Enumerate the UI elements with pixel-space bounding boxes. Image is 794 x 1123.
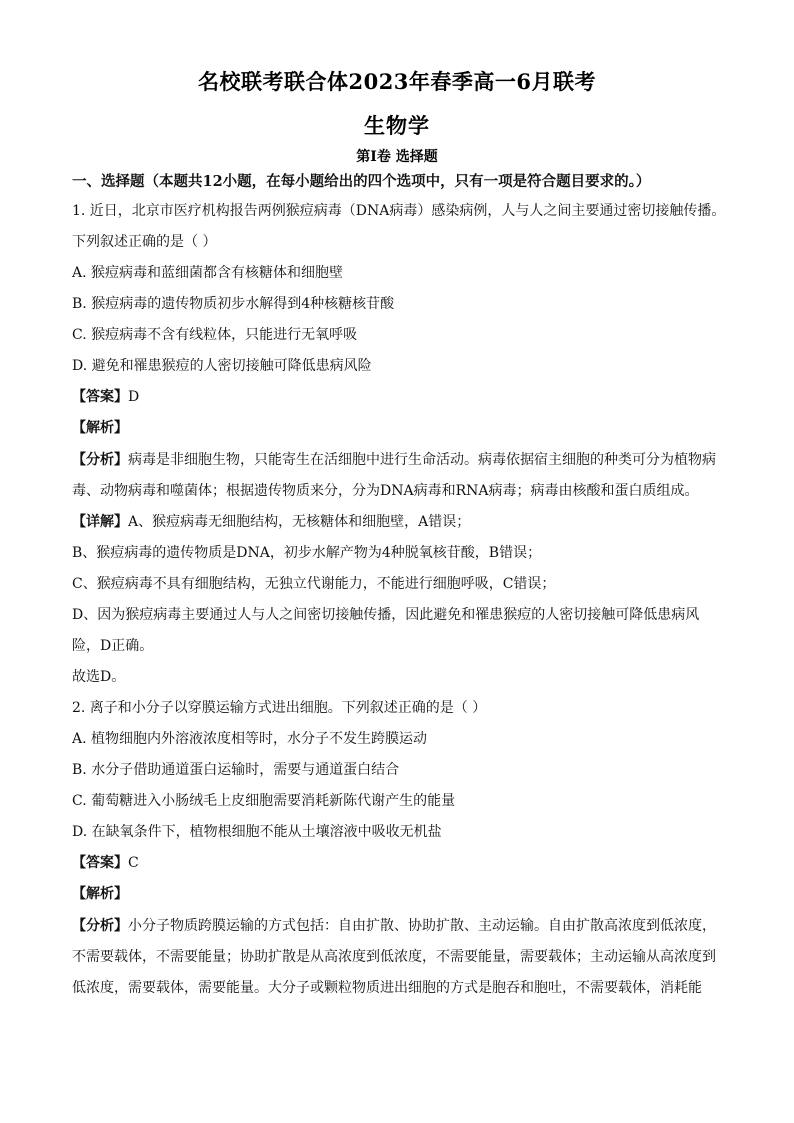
- q1-fenxi-line-2: 毒、动物病毒和噬菌体；根据遗传物质来分，分为DNA病毒和RNA病毒；病毒由核酸和蛋白质组成。: [72, 483, 699, 499]
- q2-answer: [72, 853, 732, 873]
- answer-tag: 【答案】: [72, 389, 128, 405]
- q1-analysis-tag: [72, 418, 732, 438]
- answer-value: D: [128, 389, 140, 405]
- q1-xiangjie-d-2: 险，D正确。: [72, 638, 154, 654]
- answer-tag: 【答案】: [72, 855, 128, 871]
- xiangjie-text: A、猴痘病毒无细胞结构，无核糖体和细胞壁，A错误；: [128, 514, 471, 530]
- q2-option-d: D. 在缺氧条件下，植物根细胞不能从土壤溶液中吸收无机盐: [72, 824, 442, 840]
- q1-option-d: D. 避免和罹患猴痘的人密切接触可降低患病风险: [72, 358, 372, 374]
- fenxi-tag: 【分析】: [72, 918, 128, 934]
- exam-title: 名校联考联合体2023年春季高一6月联考: [197, 69, 597, 94]
- analysis-tag: 【解析】: [72, 886, 128, 902]
- answer-value: C: [128, 855, 139, 871]
- q1-option-c: C. 猴痘病毒不含有线粒体，只能进行无氧呼吸: [72, 327, 358, 343]
- analysis-tag: 【解析】: [72, 420, 128, 436]
- part-title: 第I卷 选择题: [356, 149, 438, 165]
- q2-option-b: B. 水分子借助通道蛋白运输时，需要与通道蛋白结合: [72, 762, 400, 778]
- q2-analysis-tag: [72, 884, 732, 904]
- q1-xiangjie-b: B、猴痘病毒的遗传物质是DNA，初步水解产物为4种脱氧核苷酸，B错误；: [72, 545, 542, 561]
- q2-fenxi-line-2: 不需要载体，不需要能量；协助扩散是从高浓度到低浓度，不需要能量，需要载体；主动运输从高浓度到: [72, 949, 716, 965]
- subject-title: 生物学: [364, 113, 430, 138]
- q2-stem: 2. 离子和小分子以穿膜运输方式进出细胞。下列叙述正确的是（ ）: [72, 700, 487, 716]
- q1-answer: [72, 387, 732, 407]
- q2-fenxi-line-3: 低浓度，需要载体，需要能量。大分子或颗粒物质进出细胞的方式是胞吞和胞吐，不需要载体，消耗能: [72, 980, 702, 996]
- q1-xiangjie-d-1: D、因为猴痘病毒主要通过人与人之间密切接触传播，因此避免和罹患猴痘的人密切接触可降低患病风: [72, 607, 700, 623]
- q1-stem-line-2: 下列叙述正确的是（ ）: [72, 234, 217, 250]
- q1-fenxi-line-1: [72, 450, 732, 470]
- q2-option-a: A. 植物细胞内外溶液浓度相等时，水分子不发生跨膜运动: [72, 731, 428, 747]
- fenxi-text: 病毒是非细胞生物，只能寄生在活细胞中进行生命活动。病毒依据宿主细胞的种类可分为植物病: [128, 452, 716, 468]
- section-heading: 一、选择题（本题共12小题，在每小题给出的四个选项中，只有一项是符合题目要求的。）: [72, 173, 651, 190]
- q1-option-a: A. 猴痘病毒和蓝细菌都含有核糖体和细胞壁: [72, 265, 344, 281]
- q1-xiangjie-c: C、猴痘病毒不具有细胞结构，无独立代谢能力，不能进行细胞呼吸，C错误；: [72, 576, 556, 592]
- q1-stem-line-1: 1. 近日，北京市医疗机构报告两例猴痘病毒（DNA病毒）感染病例，人与人之间主要通过密切接触传播。: [72, 203, 726, 219]
- q1-option-b: B. 猴痘病毒的遗传物质初步水解得到4种核糖核苷酸: [72, 296, 395, 312]
- q2-option-c: C. 葡萄糖进入小肠绒毛上皮细胞需要消耗新陈代谢产生的能量: [72, 793, 456, 809]
- fenxi-text: 小分子物质跨膜运输的方式包括：自由扩散、协助扩散、主动运输。自由扩散高浓度到低浓度，: [128, 918, 716, 934]
- q1-xiangjie-a: [72, 512, 732, 532]
- xiangjie-tag: 【详解】: [72, 514, 128, 530]
- fenxi-tag: 【分析】: [72, 452, 128, 468]
- q1-conclusion: 故选D。: [72, 669, 126, 685]
- q2-fenxi-line-1: [72, 916, 732, 936]
